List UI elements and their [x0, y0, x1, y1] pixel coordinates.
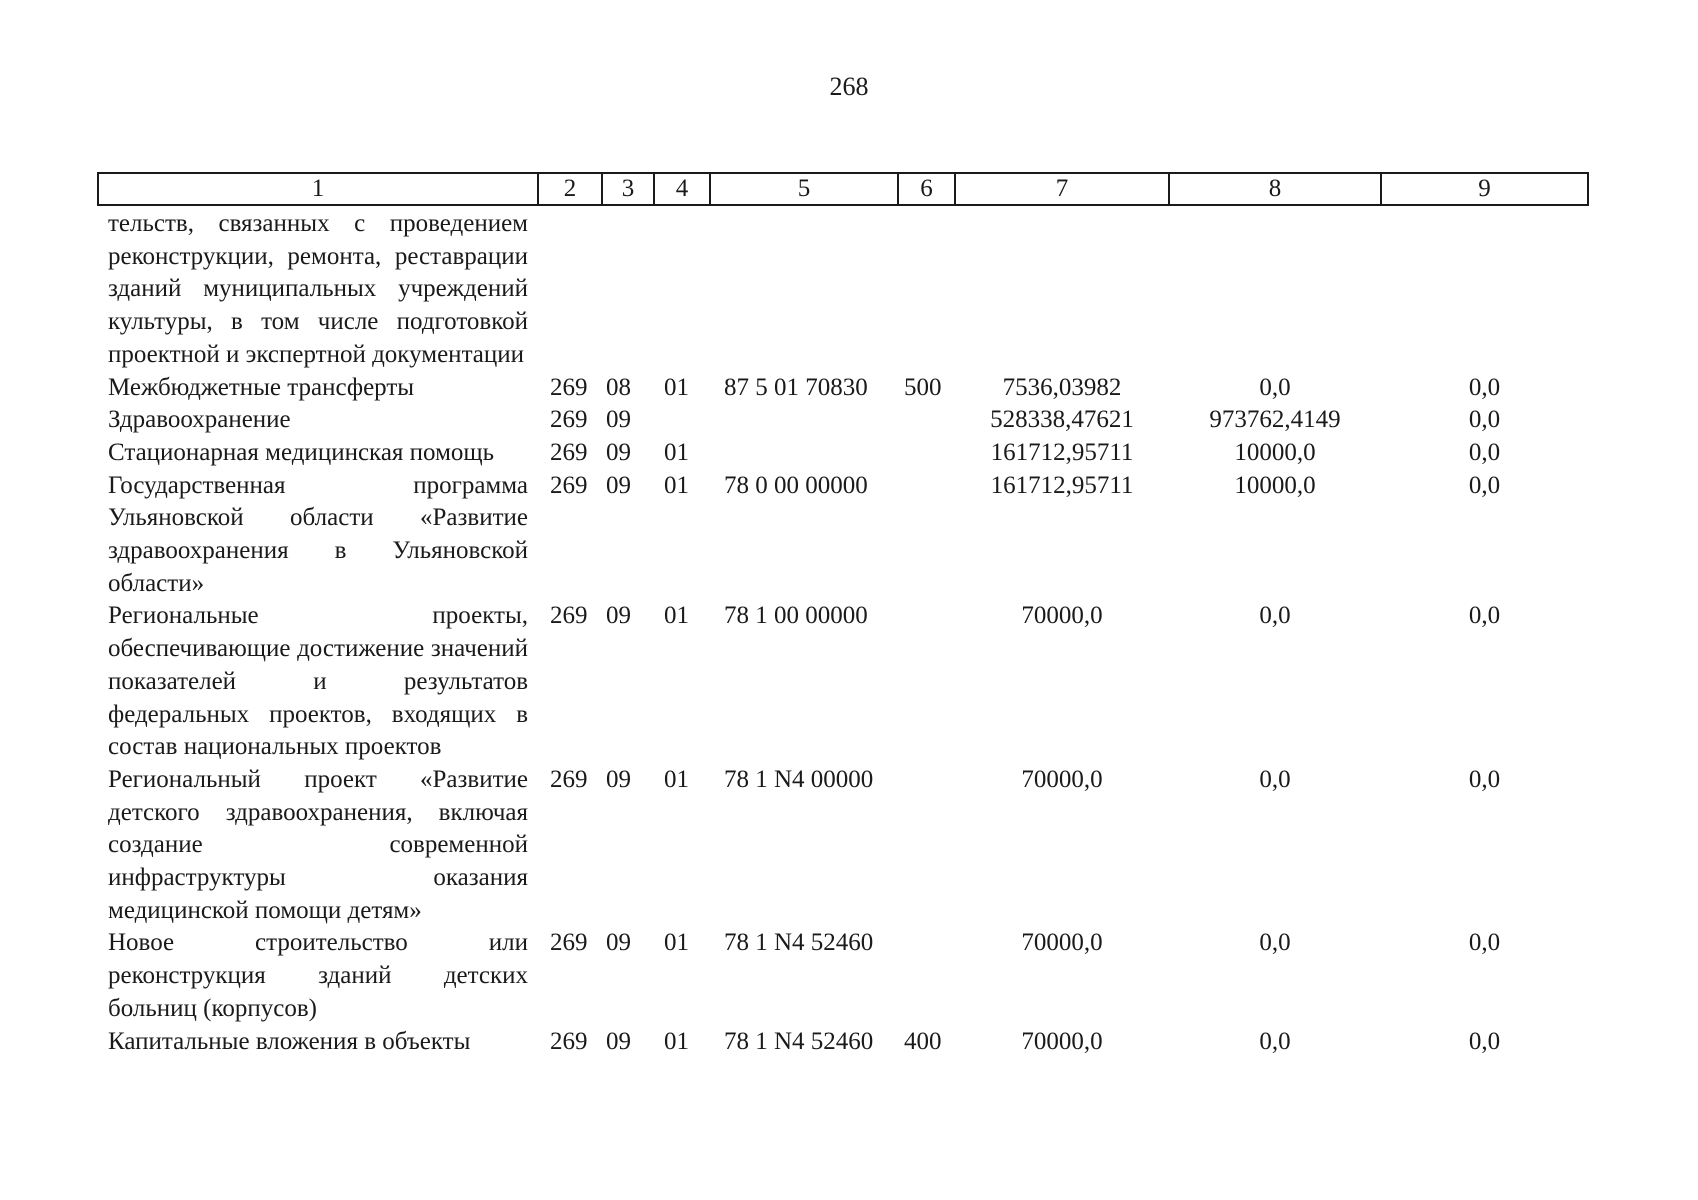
subsection-cell: 01	[664, 373, 689, 401]
column-header: 3	[602, 173, 654, 205]
amount-col7-cell	[955, 205, 1169, 372]
subsection-cell: 01	[664, 1027, 689, 1055]
section-cell	[602, 205, 654, 372]
target-article-cell: 78 1 N4 00000	[724, 765, 874, 793]
admin-code-cell: 269	[550, 1027, 588, 1055]
admin-code-cell: 269	[550, 438, 588, 466]
amount-col8-cell: 0,0	[1259, 602, 1291, 630]
row-name-cell: Региональные проекты, обеспечивающие достижение значений показателей и результатов федеральных проектов, входящих в состав национальных проектов	[108, 602, 528, 761]
amount-col8-cell: 0,0	[1259, 1027, 1291, 1055]
header-row	[98, 173, 1588, 205]
section-cell: 09	[606, 471, 631, 499]
amount-col9-cell: 0,0	[1468, 406, 1501, 434]
column-header: 9	[1381, 173, 1588, 205]
column-header: 4	[654, 173, 710, 205]
table-row	[98, 372, 1588, 405]
table-row	[98, 764, 1588, 928]
subsection-cell: 01	[664, 471, 689, 499]
admin-code-cell: 269	[550, 406, 588, 434]
amount-col9-cell: 0,0	[1468, 438, 1501, 466]
amount-col7-cell: 161712,95711	[990, 471, 1134, 499]
row-name-cell: Стационарная медицинская помощь	[108, 438, 495, 466]
section-cell: 09	[606, 1027, 631, 1055]
target-article-cell	[710, 437, 898, 470]
expense-type-cell	[898, 404, 955, 437]
section-cell: 09	[606, 406, 631, 434]
amount-col9-cell: 0,0	[1468, 602, 1501, 630]
expense-type-cell	[898, 927, 955, 1025]
admin-code-cell: 269	[550, 765, 588, 793]
admin-code-cell: 269	[550, 471, 588, 499]
table-row	[98, 927, 1588, 1025]
section-cell: 09	[606, 765, 631, 793]
amount-col7-cell: 7536,03982	[1002, 373, 1122, 401]
amount-col7-cell: 70000,0	[1021, 929, 1103, 957]
row-name-cell: Региональный проект «Развитие детского здравоохранения, включая создание современной инфраструктуры оказания медицинской помощи детям»	[108, 765, 528, 924]
amount-col8-cell: 0,0	[1259, 765, 1291, 793]
expense-type-cell	[898, 600, 955, 764]
row-name-cell: Межбюджетные трансферты	[108, 373, 415, 401]
amount-col9-cell: 0,0	[1468, 1027, 1501, 1055]
expense-type-cell	[898, 764, 955, 928]
table-row	[98, 1026, 1588, 1059]
amount-col8-cell: 0,0	[1259, 373, 1291, 401]
section-cell: 09	[606, 602, 631, 630]
amount-col8-cell: 10000,0	[1234, 471, 1316, 499]
column-header: 2	[538, 173, 602, 205]
expense-type-cell	[898, 205, 955, 372]
row-name-cell: Новое строительство или реконструкция зданий детских больниц (корпусов)	[108, 929, 528, 1022]
target-article-cell: 87 5 01 70830	[724, 373, 868, 401]
row-name-cell: Капитальные вложения в объекты	[108, 1027, 471, 1055]
subsection-cell: 01	[664, 602, 689, 630]
amount-col7-cell: 528338,47621	[990, 406, 1134, 434]
amount-col7-cell: 161712,95711	[990, 438, 1134, 466]
table-row	[98, 205, 1588, 372]
table-row	[98, 600, 1588, 764]
amount-col9-cell: 0,0	[1468, 929, 1501, 957]
budget-table	[97, 172, 1589, 1058]
subsection-cell: 01	[664, 765, 689, 793]
page-number: 268	[829, 72, 869, 101]
subsection-cell	[654, 205, 710, 372]
amount-col7-cell: 70000,0	[1021, 602, 1103, 630]
row-name-cell: тельств, связанных с проведением реконструкции, ремонта, реставрации зданий муниципальных учреждений культуры, в том числе подготовкой проектной и экспертной документации	[108, 210, 528, 368]
target-article-cell: 78 1 N4 52460	[724, 1027, 874, 1055]
target-article-cell	[710, 205, 898, 372]
target-article-cell: 78 1 00 00000	[724, 602, 868, 630]
admin-code-cell	[538, 205, 602, 372]
amount-col9-cell: 0,0	[1468, 765, 1501, 793]
amount-col9-cell: 0,0	[1468, 471, 1501, 499]
admin-code-cell: 269	[550, 929, 588, 957]
subsection-cell: 01	[664, 929, 689, 957]
amount-col8-cell: 973762,4149	[1209, 406, 1341, 434]
expense-type-cell	[898, 470, 955, 601]
expense-type-cell	[898, 437, 955, 470]
section-cell: 09	[606, 929, 631, 957]
table-row	[98, 470, 1588, 601]
table-row	[98, 437, 1588, 470]
row-name-cell: Государственная программа Ульяновской области «Развитие здравоохранения в Ульяновской области»	[108, 471, 528, 597]
column-header: 8	[1169, 173, 1381, 205]
column-header: 1	[98, 173, 538, 205]
amount-col8-cell: 0,0	[1259, 929, 1291, 957]
amount-col8-cell: 10000,0	[1234, 438, 1316, 466]
column-header: 7	[955, 173, 1169, 205]
expense-type-cell: 400	[904, 1027, 942, 1055]
column-header: 5	[710, 173, 898, 205]
admin-code-cell: 269	[550, 373, 588, 401]
amount-col9-cell: 0,0	[1468, 373, 1501, 401]
amount-col9-cell	[1381, 205, 1588, 372]
amount-col7-cell: 70000,0	[1021, 765, 1103, 793]
target-article-cell: 78 0 00 00000	[724, 471, 868, 499]
section-cell: 09	[606, 438, 631, 466]
amount-col8-cell	[1169, 205, 1381, 372]
row-name-cell: Здравоохранение	[108, 406, 291, 434]
target-article-cell: 78 1 N4 52460	[724, 929, 874, 957]
target-article-cell	[710, 404, 898, 437]
admin-code-cell: 269	[550, 602, 588, 630]
amount-col7-cell: 70000,0	[1021, 1027, 1103, 1055]
subsection-cell	[654, 404, 710, 437]
expense-type-cell: 500	[904, 373, 942, 401]
section-cell: 08	[606, 373, 631, 401]
subsection-cell: 01	[664, 438, 689, 466]
table-row	[98, 404, 1588, 437]
column-header: 6	[898, 173, 955, 205]
